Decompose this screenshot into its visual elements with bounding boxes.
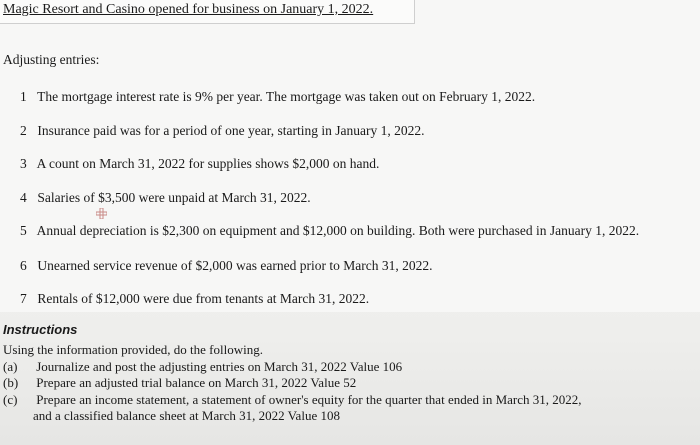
entry-number: 4 [20,190,27,205]
entry-number: 1 [20,89,27,104]
entry-2 [20,123,424,139]
entry-1 [20,89,535,105]
instruction-letter: (c) [3,392,18,407]
entry-3 [20,156,379,172]
entry-text: The mortgage interest rate is 9% per year. The mortgage was taken out on February 1, 2022. [37,89,536,104]
entry-number: 3 [20,156,27,171]
instruction-item-c [3,392,582,408]
entry-text: A count on March 31, 2022 for supplies shows $2,000 on hand. [36,156,380,171]
title-box [0,0,415,24]
instruction-item-c-continuation: and a classified balance sheet at March 31, 2022 Value 108 [33,408,340,423]
instruction-text: Prepare an adjusted trial balance on March 31, 2022 Value 52 [36,375,357,390]
crosshair-cursor-icon [96,208,107,219]
instruction-letter: (b) [3,375,19,390]
instruction-text: Prepare an income statement, a statement of owner's equity for the quarter that ended in March 31, 2022, [36,392,582,407]
page-title: Magic Resort and Casino opened for business on January 1, 2022. [3,2,374,17]
instructions-intro: Using the information provided, do the following. [3,342,263,357]
entry-5 [20,223,639,239]
entry-6 [20,258,432,274]
entry-4 [20,190,311,206]
entry-number: 6 [20,258,27,273]
entry-text: Annual depreciation is $2,300 on equipment and $12,000 on building. Both were purchased in January 1, 2022. [36,223,640,238]
instruction-item-b [3,375,356,391]
entry-number: 2 [20,123,27,138]
adjusting-entries-label: Adjusting entries: [3,52,100,67]
entry-text: Insurance paid was for a period of one year, starting in January 1, 2022. [37,123,425,138]
entry-text: Rentals of $12,000 were due from tenants at March 31, 2022. [37,291,370,306]
entry-number: 5 [20,223,27,238]
instruction-letter: (a) [3,359,18,374]
entry-text: Unearned service revenue of $2,000 was earned prior to March 31, 2022. [37,258,433,273]
instruction-text: Journalize and post the adjusting entries on March 31, 2022 Value 106 [36,359,403,374]
entry-text: Salaries of $3,500 were unpaid at March 31, 2022. [37,190,311,205]
entry-number: 7 [20,291,27,306]
entry-7 [20,291,369,307]
instructions-heading: Instructions [3,322,78,337]
instruction-item-a [3,359,402,375]
